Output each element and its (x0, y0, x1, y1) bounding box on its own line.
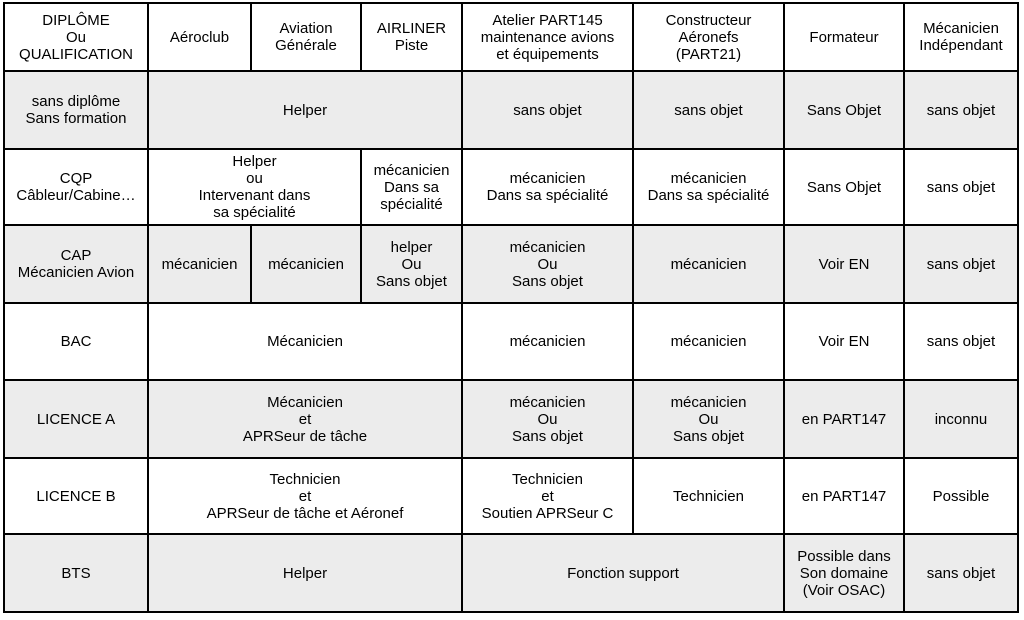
cell-airliner: mécanicien Dans sa spécialité (361, 149, 462, 225)
cell-atelier: mécanicien Ou Sans objet (462, 380, 633, 458)
header-aeroclub: Aéroclub (148, 3, 251, 71)
cell-independant: sans objet (904, 225, 1018, 303)
header-diplome: DIPLÔME Ou QUALIFICATION (4, 3, 148, 71)
cell-aeroclub-airliner: Mécanicien (148, 303, 462, 380)
cell-atelier-constructeur: Fonction support (462, 534, 784, 612)
cell-formateur: en PART147 (784, 380, 904, 458)
header-atelier: Atelier PART145 maintenance avions et équipements (462, 3, 633, 71)
cell-atelier: mécanicien Dans sa spécialité (462, 149, 633, 225)
cell-aeroclub: mécanicien (148, 225, 251, 303)
cell-formateur: Voir EN (784, 225, 904, 303)
cell-aeroclub-airliner: Helper (148, 534, 462, 612)
cell-constructeur: mécanicien Dans sa spécialité (633, 149, 784, 225)
cell-atelier: mécanicien (462, 303, 633, 380)
cell-independant: inconnu (904, 380, 1018, 458)
cell-formateur: Voir EN (784, 303, 904, 380)
row-licence-a (4, 380, 1018, 458)
row-label: BTS (4, 534, 148, 612)
header-airliner: AIRLINER Piste (361, 3, 462, 71)
qualification-table (3, 2, 1019, 613)
cell-constructeur: mécanicien (633, 303, 784, 380)
cell-independant: sans objet (904, 303, 1018, 380)
cell-constructeur: mécanicien Ou Sans objet (633, 380, 784, 458)
cell-formateur: Possible dans Son domaine (Voir OSAC) (784, 534, 904, 612)
cell-constructeur: sans objet (633, 71, 784, 149)
row-label: LICENCE B (4, 458, 148, 534)
cell-aeroclub-airliner: Mécanicien et APRSeur de tâche (148, 380, 462, 458)
cell-aviation: mécanicien (251, 225, 361, 303)
row-label: CAP Mécanicien Avion (4, 225, 148, 303)
row-label: LICENCE A (4, 380, 148, 458)
cell-atelier: mécanicien Ou Sans objet (462, 225, 633, 303)
cell-aeroclub-airliner: Technicien et APRSeur de tâche et Aéronef (148, 458, 462, 534)
row-sans-diplome (4, 71, 1018, 149)
cell-aeroclub-airliner: Helper (148, 71, 462, 149)
header-formateur: Formateur (784, 3, 904, 71)
row-licence-b (4, 458, 1018, 534)
cell-constructeur: Technicien (633, 458, 784, 534)
cell-airliner: helper Ou Sans objet (361, 225, 462, 303)
cell-formateur: Sans Objet (784, 71, 904, 149)
row-cqp (4, 149, 1018, 225)
row-bts (4, 534, 1018, 612)
cell-atelier: sans objet (462, 71, 633, 149)
header-independant: Mécanicien Indépendant (904, 3, 1018, 71)
cell-constructeur: mécanicien (633, 225, 784, 303)
header-aviation-generale: Aviation Générale (251, 3, 361, 71)
cell-formateur: en PART147 (784, 458, 904, 534)
cell-independant: sans objet (904, 534, 1018, 612)
header-row (4, 3, 1018, 71)
row-label: CQP Câbleur/Cabine… (4, 149, 148, 225)
header-constructeur: Constructeur Aéronefs (PART21) (633, 3, 784, 71)
cell-independant: sans objet (904, 149, 1018, 225)
cell-independant: Possible (904, 458, 1018, 534)
cell-atelier: Technicien et Soutien APRSeur C (462, 458, 633, 534)
cell-aeroclub-aviation: Helper ou Intervenant dans sa spécialité (148, 149, 361, 225)
row-label: BAC (4, 303, 148, 380)
cell-independant: sans objet (904, 71, 1018, 149)
row-label: sans diplôme Sans formation (4, 71, 148, 149)
row-cap (4, 225, 1018, 303)
cell-formateur: Sans Objet (784, 149, 904, 225)
row-bac (4, 303, 1018, 380)
